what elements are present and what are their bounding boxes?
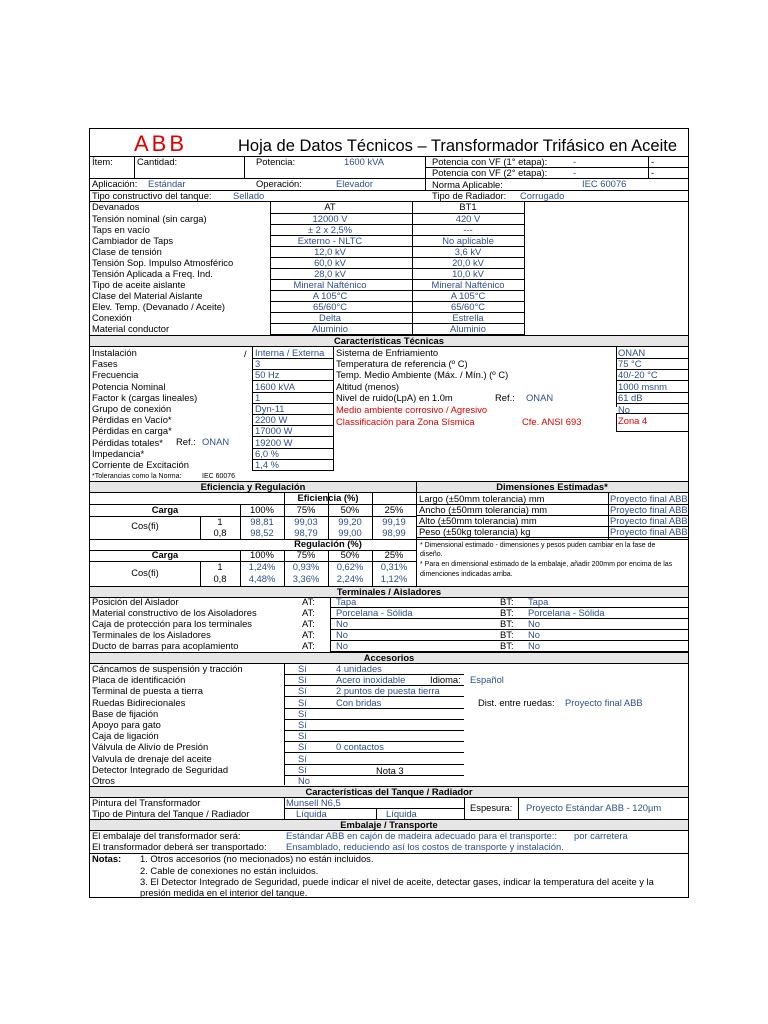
terminal-label: Posición del Aislador — [92, 596, 179, 607]
accessory-label: Placa de identificación — [92, 674, 186, 686]
winding-at-value: Externo - NLTC — [297, 235, 363, 246]
reg-cos-label: Cos(fi) — [131, 567, 159, 578]
eff-value: 98,79 — [294, 527, 318, 538]
accessory-label: Base de fijación — [92, 707, 159, 719]
eff-cos-label: Cos(fi) — [131, 520, 159, 531]
eff-value: 98,81 — [250, 516, 274, 527]
vf2-label: Potencia con VF (2° etapa): — [432, 167, 548, 178]
tech-left-label: Potencia Nominal — [92, 380, 166, 392]
packing-title: Embalaje / Transporte — [90, 819, 688, 831]
reg-value: 1,12% — [380, 573, 408, 584]
winding-bt-value: Estrella — [452, 312, 484, 323]
accessory-value: Sí — [298, 730, 307, 742]
wheels-value: Proyecto final ABB — [565, 697, 643, 708]
reg-value: 2,24% — [336, 573, 364, 584]
tech-left-value: 17000 W — [255, 425, 293, 437]
tanque-value: Sellado — [233, 190, 265, 201]
terminal-bt-label: BT: — [500, 640, 514, 651]
accessory-label: Ruedas Bidirecionales — [92, 696, 186, 708]
reg-pf: 1 — [217, 561, 223, 572]
terminal-bt-value: Tapa — [528, 596, 549, 607]
accessory-value: Sí — [298, 707, 307, 719]
norma-label: Norma Aplicable: — [432, 179, 503, 190]
tech-right-label: Altitud (menos) — [336, 380, 400, 392]
load-header: 100% — [250, 504, 274, 515]
tech-left-label: Frecuencia — [92, 369, 139, 381]
accessory-value: Sí — [298, 674, 307, 686]
tech-right-value: ONAN — [618, 347, 646, 358]
load-header: 50% — [340, 549, 360, 560]
dim-label: Alto (±50mm tolerancia) mm — [419, 515, 537, 526]
tech-left-value: 19200 W — [255, 436, 293, 448]
packing-row2-label: El transformador deberá ser transportado: — [92, 841, 267, 852]
tech-right-value: 61 dB — [618, 391, 643, 403]
potencia-label: Potencia: — [256, 156, 296, 167]
eff-value: 98,99 — [382, 527, 406, 538]
ref-value: ONAN — [202, 436, 230, 447]
winding-at-value: 60,0 kV — [314, 257, 346, 268]
wheels-label: Dist. entre ruedas: — [478, 697, 555, 708]
terminal-label: Material constructivo de los Aisoladores — [92, 607, 257, 618]
terminals-title: Terminales / Aisladores — [90, 586, 688, 598]
tech-right-label: Temp. Medio Ambiente (Máx. / Mín.) (º C) — [336, 369, 509, 381]
col-at: AT — [324, 201, 336, 212]
eff-title: Eficiencia (%) — [297, 492, 359, 503]
accessory-value: Sí — [298, 663, 307, 674]
dim-value: Proyecto final ABB — [610, 493, 688, 504]
winding-row-label: Tensión Aplicada a Freq. Ind. — [92, 268, 213, 279]
potencia-value: 1600 kVA — [344, 156, 384, 167]
packing-row2-value: Ensamblado, reduciendo así los costos de transporte y instalación. — [286, 841, 564, 852]
accessory-label: Caja de ligación — [92, 730, 159, 742]
winding-row-label: Tensión Sop. Impulso Atmosférico — [92, 257, 234, 268]
tech-left-value: Dyn-11 — [255, 403, 285, 414]
accessory-label: Detector Integrado de Seguridad — [92, 763, 229, 775]
winding-bt-value: 420 V — [455, 213, 481, 224]
seismic-norm: Cfe. ANSI 693 — [522, 416, 582, 427]
terminal-bt-value: Porcelana - Sólida — [528, 607, 605, 618]
accessory-detail: 4 unidades — [336, 663, 382, 674]
reg-carga-label: Carga — [151, 549, 179, 560]
tech-left-label: Factor k (cargas lineales) — [92, 391, 198, 403]
radiador-label: Tipo de Radiador: — [432, 190, 507, 201]
devanados-label: Devanados — [92, 201, 140, 212]
eff-pf: 0,8 — [213, 527, 227, 538]
tank-title: Características del Tanque / Radiador — [90, 786, 688, 798]
terminal-label: Caja de protección para los terminales — [92, 618, 252, 629]
reg-pf: 0,8 — [213, 573, 227, 584]
reg-value: 0,93% — [292, 561, 320, 572]
winding-at-value: 65/60°C — [313, 301, 347, 312]
terminal-at-value: Porcelana - Sólida — [336, 607, 413, 618]
dim-label: Peso (±50kg tolerancia) kg — [419, 526, 531, 537]
dim-label: Ancho (±50mm tolerancia) mm — [419, 504, 548, 515]
eff-value: 99,00 — [338, 527, 362, 538]
thickness-value: Proyecto Estándar ABB - 120µm — [526, 802, 662, 813]
winding-bt-value: No aplicable — [442, 235, 494, 246]
tolerance-label: *Tolerancias como la Norma: — [92, 473, 182, 480]
tanque-label: Tipo constructivo del tanque: — [92, 190, 212, 201]
radiador-value: Corrugado — [520, 190, 565, 201]
accessories-title: Accesorios — [90, 652, 688, 664]
terminal-bt-value: No — [528, 640, 540, 651]
noise-ref-value: ONAN — [526, 392, 554, 403]
terminal-at-value: No — [336, 618, 348, 629]
eff-value: 99,20 — [338, 516, 362, 527]
terminal-at-label: AT: — [302, 629, 315, 640]
accessory-label: Apoyo para gato — [92, 719, 161, 730]
tech-right-value: 75 °C — [618, 358, 642, 370]
paint-type-label: Tipo de Pintura del Tanque / Radiador — [92, 808, 250, 819]
ref-label: Ref.: — [176, 436, 196, 447]
winding-bt-value: 3,6 kV — [454, 246, 482, 257]
load-header: 25% — [384, 549, 404, 560]
winding-row-label: Conexión — [92, 312, 132, 323]
vf1-value2: - — [651, 156, 655, 167]
winding-row-label: Taps en vacío — [92, 224, 150, 235]
thickness-label: Espesura: — [470, 802, 513, 813]
winding-at-value: Mineral Nafténico — [293, 279, 367, 290]
datasheet — [89, 128, 689, 898]
abb-logo: ABB — [134, 131, 188, 156]
winding-at-value: 28,0 kV — [314, 268, 346, 279]
eff-pf: 1 — [217, 516, 223, 527]
accessory-label: Otros — [92, 775, 115, 786]
dim-note1a: * Dimensional estimado - dimensiones y pesos puden cambiar en la fase de — [420, 542, 656, 549]
terminal-label: Ducto de barras para acoplamiento — [92, 640, 239, 651]
dimensions-title: Dimensiones Estimadas* — [416, 481, 688, 493]
accessory-value: Sí — [298, 752, 307, 764]
winding-bt-value: 65/60°C — [451, 301, 485, 312]
winding-bt-value: Aluminio — [450, 323, 486, 334]
terminal-bt-value: No — [528, 618, 540, 629]
terminal-bt-label: BT: — [500, 629, 514, 640]
paint-type-value2: Líquida — [386, 808, 417, 819]
dim-note2a: * Para en dimensional estimado de la embalaje, añadir 200mm por encima de las — [420, 561, 673, 568]
tech-right-label: Temperatura de referencia (º C) — [336, 358, 468, 370]
accessory-label: Valvula de drenaje del aceite — [92, 752, 212, 764]
winding-row-label: Clase de tensión — [92, 246, 162, 257]
load-header: 50% — [340, 504, 360, 515]
tech-left-label: Grupo de conexión — [92, 403, 172, 414]
terminal-at-label: AT: — [302, 607, 315, 618]
accessory-label: Cáncamos de suspensión y tracción — [92, 663, 243, 674]
accessory-value: Sí — [298, 763, 307, 775]
tech-left-value: 1 — [255, 391, 261, 403]
tech-left-value: Interna / Externa — [255, 347, 325, 358]
tech-left-label: Impedancia* — [92, 447, 145, 459]
reg-value: 0,31% — [380, 561, 408, 572]
terminal-label: Terminales de los Aisladores — [92, 629, 211, 640]
tech-left-value: 1,4 % — [255, 459, 279, 470]
reg-value: 1,24% — [248, 561, 276, 572]
terminal-at-label: AT: — [302, 596, 315, 607]
packing-row1-value2: por carretera — [574, 830, 628, 841]
noise-ref-label: Ref.: — [495, 392, 515, 403]
load-header: 100% — [250, 549, 274, 560]
winding-row-label: Tipo de aceite aislante — [92, 279, 186, 290]
vf1-label: Potencia con VF (1° etapa): — [432, 156, 548, 167]
note-line-4: presión medida en el interior del tanque. — [140, 887, 308, 898]
terminal-at-label: AT: — [302, 640, 315, 651]
winding-at-value: Delta — [319, 312, 341, 323]
efficiency-title: Eficiencia y Regulación — [90, 481, 416, 493]
dim-label: Largo (±50mm tolerancia) mm — [419, 493, 545, 504]
note-line-3: 3. El Detector Integrado de Seguridad, puede indicar el nivel de aceite, detectar gases, indicar la temperatura del aceite y la — [140, 876, 654, 887]
tech-left-label: Pérdidas en carga* — [92, 425, 172, 437]
tech-left-value: 3 — [255, 358, 261, 370]
dim-value: Proyecto final ABB — [610, 504, 688, 515]
winding-at-value: Aluminio — [312, 323, 348, 334]
corrosive-label: Medio ambiente corrosivo / Agresivo — [336, 404, 488, 415]
winding-row-label: Cambiador de Taps — [92, 235, 174, 246]
tech-left-label: Fases — [92, 358, 118, 370]
note-line-2: 2. Cable de conexiones no están incluidos. — [140, 865, 319, 876]
tech-left-value: 1600 kVA — [255, 380, 295, 392]
accessory-value: Sí — [298, 741, 307, 753]
load-header: 75% — [296, 549, 316, 560]
tech-left-label: Instalación — [92, 347, 137, 358]
terminal-at-value: No — [336, 640, 348, 651]
eff-carga-label: Carga — [151, 504, 179, 515]
accessory-detail: 0 contactos — [336, 741, 384, 753]
tech-left-value: 50 Hz — [255, 369, 280, 381]
aplicacion-label: Aplicación: — [92, 178, 138, 189]
tech-title: Características Técnicas — [90, 335, 688, 347]
accessory-value: Sí — [298, 696, 307, 708]
norma-value: IEC 60076 — [582, 178, 627, 189]
winding-row-label: Material conductor — [92, 323, 170, 334]
note-line-1: 1. Otros accesorios (no mecionados) no están incluidos. — [140, 853, 374, 864]
accessory-label: Válvula de Alivío de Presión — [92, 741, 209, 753]
winding-bt-value: Mineral Nafténico — [431, 279, 505, 290]
paint-type-value1: Líquida — [296, 808, 327, 819]
install-mark: / — [244, 348, 247, 359]
dim-note2b: dimenciones indicadas arriba. — [420, 571, 513, 578]
cantidad-label: Cantidad: — [137, 156, 178, 167]
eff-value: 98,52 — [250, 527, 274, 538]
paint-value: Munsell N6,5 — [286, 797, 341, 808]
winding-row-label: Elev. Temp. (Devanado / Aceite) — [92, 301, 226, 312]
eff-value: 99,03 — [294, 516, 318, 527]
dim-value: Proyecto final ABB — [610, 515, 688, 526]
tech-right-label: Sistema de Enfriamiento — [336, 347, 439, 358]
accessory-value: Sí — [298, 719, 307, 730]
tolerance-value: IEC 60076 — [202, 473, 236, 480]
load-header: 25% — [384, 504, 404, 515]
nota3: Nota 3 — [376, 765, 404, 776]
accessory-value: No — [298, 775, 310, 786]
tech-left-value: 2200 W — [255, 414, 288, 426]
load-header: 75% — [296, 504, 316, 515]
vf2-value2: - — [651, 167, 655, 178]
packing-row1-label: El embalaje del transformador será: — [92, 830, 241, 841]
winding-at-value: 12,0 kV — [314, 246, 346, 257]
tech-left-label: Corriente de Excitación — [92, 459, 189, 470]
terminal-at-value: No — [336, 629, 348, 640]
eff-value: 99,19 — [382, 516, 406, 527]
winding-row-label: Clase del Material Aislante — [92, 290, 203, 301]
accessory-detail: Acero inoxidable — [336, 674, 406, 686]
operacion-label: Operación: — [256, 178, 302, 189]
winding-at-value: 12000 V — [312, 213, 348, 224]
accessory-value: Sí — [298, 685, 307, 697]
paint-label: Pintura del Transformador — [92, 797, 201, 808]
idioma-value: Español — [470, 674, 504, 685]
winding-at-value: A 105°C — [312, 290, 348, 301]
seismic-label: Classificación para Zona Sísmica — [336, 416, 475, 427]
vf2-value: - — [573, 167, 577, 178]
winding-bt-value: 10,0 kV — [452, 268, 484, 279]
terminal-bt-label: BT: — [500, 618, 514, 629]
dim-value: Proyecto final ABB — [610, 526, 688, 537]
accessory-detail: 2 puntos de puesta tierra — [336, 685, 440, 697]
winding-row-label: Tensión nominal (sin carga) — [92, 213, 207, 224]
aplicacion-value: Estándar — [148, 178, 186, 189]
vf1-value: - — [573, 156, 577, 167]
col-bt: BT1 — [459, 201, 477, 212]
tech-right-label: Nivel de ruido(LpA) en 1.0m — [336, 391, 453, 403]
winding-bt-value: A 105°C — [450, 290, 486, 301]
page-title: Hoja de Datos Técnicos – Transformador Trifásico en Aceite — [238, 137, 677, 155]
accessory-detail: Con bridas — [336, 696, 382, 708]
packing-row1-value: Estándar ABB en cajón de madeira adecuado para el transporte:: — [286, 830, 558, 841]
terminal-bt-label: BT: — [500, 607, 514, 618]
terminal-at-value: Tapa — [336, 596, 357, 607]
winding-bt-value: 20,0 kV — [452, 257, 484, 268]
winding-bt-value: --- — [463, 224, 473, 235]
tech-right-value: 1000 msnm — [618, 380, 667, 392]
terminal-bt-value: No — [528, 629, 540, 640]
terminal-bt-label: BT: — [500, 596, 514, 607]
idioma-label: Idioma: — [430, 674, 461, 685]
tech-left-label: Pérdidas totales* — [92, 436, 163, 448]
seismic-value: Zona 4 — [618, 415, 648, 426]
winding-at-value: ± 2 x 2,5% — [307, 224, 353, 235]
tech-left-label: Pérdidas en Vacío* — [92, 414, 172, 426]
operacion-value: Elevador — [336, 178, 374, 189]
tech-right-value: 40/-20 °C — [618, 369, 658, 381]
reg-title: Regulación (%) — [294, 538, 362, 549]
corrosive-value: No — [618, 404, 630, 415]
notes-label: Notas: — [92, 853, 122, 864]
terminal-at-label: AT: — [302, 618, 315, 629]
reg-value: 0,62% — [336, 561, 364, 572]
item-label: Ítem: — [92, 156, 113, 167]
reg-value: 4,48% — [248, 573, 276, 584]
accessory-label: Terminal de puesta a tierra — [92, 685, 203, 697]
tech-left-value: 6,0 % — [255, 447, 279, 459]
reg-value: 3,36% — [292, 573, 320, 584]
dim-note1b: diseño. — [420, 551, 443, 558]
